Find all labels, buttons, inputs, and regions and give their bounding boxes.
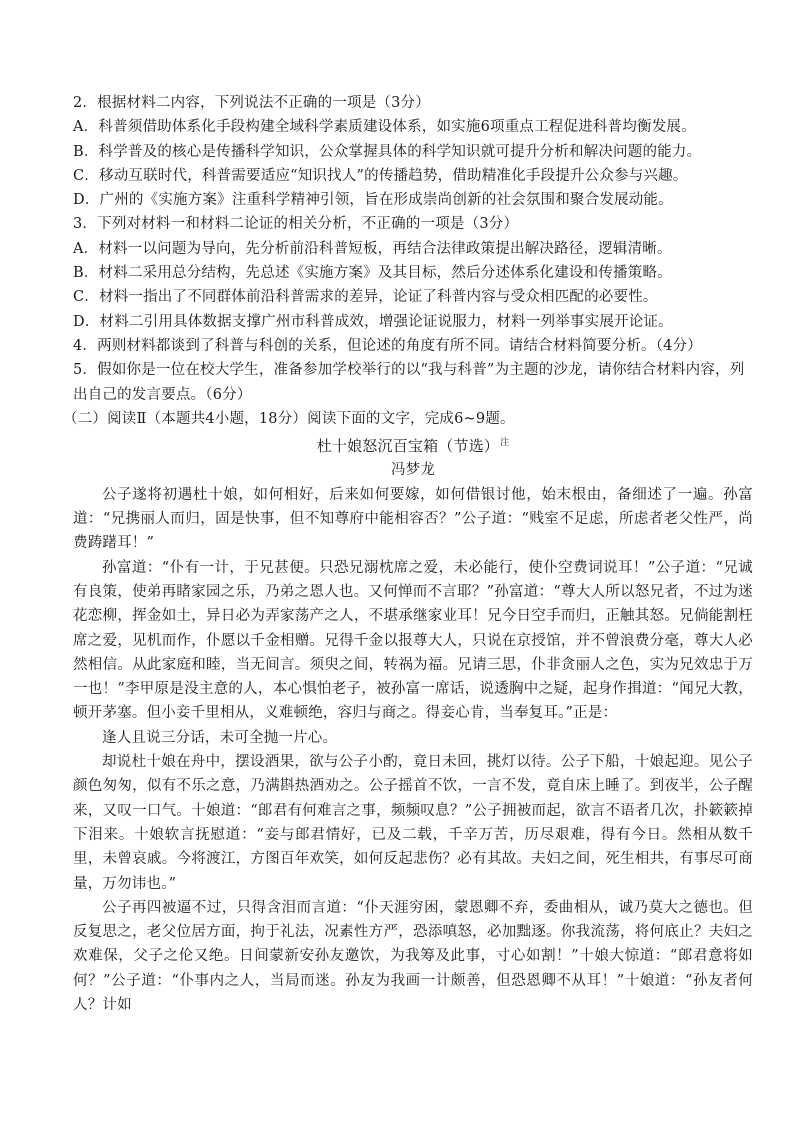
q2-option-d: D．广州的《实施方案》注重科学精神引领，旨在形成崇尚创新的社会氛围和聚合发展动能。 (73, 192, 673, 209)
document-content (63, 91, 753, 1017)
story-paragraph-1: 公子遂将初遇杜十娘，如何相好，后来如何要嫁，如何借银讨他，始末根由，备细述了一遍。孙富道：“兄携丽人而归，固是快事，但不知尊府中能相容否？”公子道：“贱室不足虑，所虑者老父性严，尚费踌躇耳！” (73, 486, 753, 552)
q3-option-d: D．材料二引用具体数据支撑广州市科普成效，增强论证说服力，材料一列举事实展开论证。 (73, 313, 673, 330)
q2-option-b: B．科学普及的核心是传播科学知识，公众掌握具体的科学知识就可提升分析和解决问题的能力。 (73, 143, 702, 160)
story-paragraph-5: 公子再四被逼不过，只得含泪而言道：“仆天涯穷困，蒙恩卿不弃，委曲相从，诚乃莫大之德也。但反复思之，老父位居方面，拘于礼法，况素性方严，恐添嗔怒，必加黜逐。你我流荡，将何底止？夫妇之欢难保，父子之伦又绝。日间蒙新安孙友邀饮，为我筹及此事，寸心如割！”十娘大惊道：“郎君意将如何？”公子道：“仆事内之人，当局而迷。孙友为我画一计颇善，但恐恩卿不从耳！”十娘道：“孙友者何人？计如 (73, 899, 753, 1013)
q3-stem: 3．下列对材料一和材料二论证的相关分析，不正确的一项是（3分） (73, 216, 519, 233)
q3-option-c: C．材料一指出了不同群体前沿科普需求的差异，论证了科普内容与受众相匹配的必要性。 (73, 289, 658, 306)
story-title-row (73, 431, 753, 458)
section-heading: （二）阅读Ⅱ（本题共4小题，18分）阅读下面的文字，完成6~9题。 (63, 410, 515, 427)
q5-stem-line1: 5．假如你是一位在校大学生，准备参加学校举行的以“我与科普”为主题的沙龙，请你结合材料内容，列 (73, 362, 745, 379)
story-paragraph-3: 逢人且说三分话，未可全抛一片心。 (102, 729, 338, 746)
q3-option-b: B．材料二采用总分结构，先总述《实施方案》及其目标，然后分述体系化建设和传播策略。 (73, 265, 672, 282)
q2-option-c: C．移动互联时代，科普需要适应“知识找人”的传播趋势，借助精准化手段提升公众参与兴趣。 (73, 167, 688, 184)
q3-option-a: A．材料一以问题为导向，先分析前沿科普短板，再结合法律政策提出解决路径，逻辑清晰。 (73, 240, 672, 257)
q2-stem: 2．根据材料二内容，下列说法不正确的一项是（3分） (73, 95, 430, 111)
story-author: 冯梦龙 (390, 462, 436, 479)
story-paragraph-2: 孙富道：“仆有一计，于兄甚便。只恐兄溺枕席之爱，未必能行，使仆空费词说耳！”公子道：“兄诚有良策，使弟再睹家园之乐，乃弟之恩人也。又何惮而不言耶？”孙富道：“尊大人所以怒兄者，不过为迷花恋柳，挥金如土，异日必为弄家荡产之人，不堪承继家业耳！兄今日空手而归，正触其怒。兄倘能割枉席之爱，见机而作，仆愿以千金相赠。兄得千金以报尊大人，只说在京授馆，并不曾浪费分毫，尊大人必然相信。从此家庭和睦，当无间言。须臾之间，转祸为福。兄请三思，仆非贪丽人之色，实为兄效忠于万一也！”李甲原是没主意的人，本心惧怕老子，被孙富一席话，说透胸中之疑，起身作揖道：“闻兄大教，顿开茅塞。但小妾千里相从，义难顿绝，容归与商之。得妾心肯，当奉复耳。”正是： (73, 559, 753, 722)
story-title-note-mark: 注 (500, 438, 510, 449)
q4-stem: 4．两则材料都谈到了科普与科创的关系，但论述的角度有所不同。请结合材料简要分析。（4分） (73, 337, 702, 354)
story-paragraph-4: 却说杜十娘在舟中，摆设酒果，欲与公子小酌，竟日未回，挑灯以待。公子下船，十娘起迎。见公子颜色匆匆，似有不乐之意，乃满斟热酒劝之。公子摇首不饮，一言不发，竟自床上睡了。到夜半，公子醒来，又叹一口气。十娘道：“郎君有何难言之事，频频叹息？”公子拥被而起，欲言不语者几次，扑簌簌掉下泪来。十娘软言抚慰道：“妾与郎君情好，已及二载，千辛万苦，历尽艰难，得有今日。然相从数千里，未曾哀戚。今将渡江，方图百年欢笑，如何反起悲伤？必有其故。夫妇之间，死生相共，有事尽可商量，万勿讳也。” (73, 754, 753, 892)
story-title: 杜十娘怒沉百宝箱（节选） (316, 437, 500, 456)
q5-stem-line2: 出自己的发言要点。（6分） (73, 386, 252, 403)
q2-option-a: A．科普须借助体系化手段构建全域科学素质建设体系，如实施6项重点工程促进科普均衡发展。 (73, 119, 696, 136)
